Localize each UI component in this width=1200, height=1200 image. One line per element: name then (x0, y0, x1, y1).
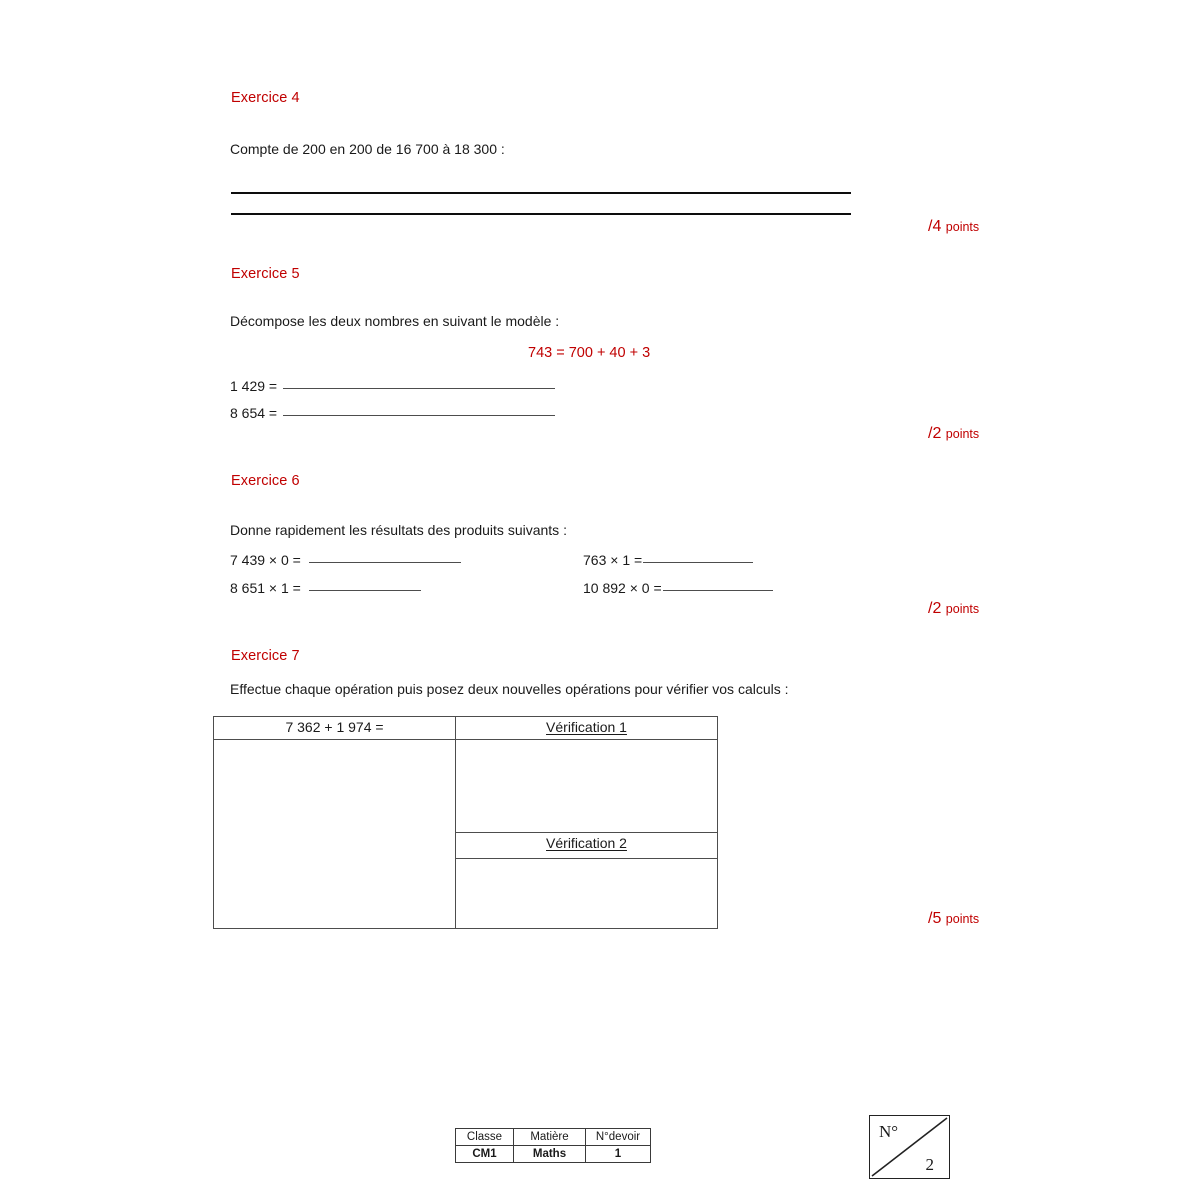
footer-info-value-row (456, 1146, 651, 1163)
footer-info-table (455, 1128, 651, 1163)
footer-info-header-row (456, 1129, 651, 1146)
exercise-7-points-score: /5 (928, 910, 942, 927)
verification-2-header-label: Vérification 2 (546, 835, 627, 852)
verification-2-header-cell (456, 833, 718, 859)
table-row (214, 717, 718, 740)
exercise-6-prompt: Donne rapidement les résultats des produits suivants : (230, 522, 567, 538)
exercise-5-row-2-blank[interactable] (283, 415, 555, 416)
footer-value-classe: CM1 (456, 1146, 514, 1163)
footer-value-matiere: Maths (514, 1146, 586, 1163)
exercise-6-left-row-2-label: 8 651 × 1 = (230, 580, 301, 596)
exercise-6-right-row-1-label: 763 × 1 = (583, 552, 643, 568)
verification-1-header-label: Vérification 1 (546, 719, 627, 735)
table-row (214, 740, 718, 833)
operation-work-area[interactable] (214, 740, 456, 929)
verification-1-header-cell (456, 717, 718, 740)
exercise-4-prompt: Compte de 200 en 200 de 16 700 à 18 300 : (230, 141, 505, 157)
exercise-6-left-row-2 (230, 580, 421, 596)
exercise-7-operations-table (213, 716, 718, 929)
exercise-6-left-row-1-blank[interactable] (309, 562, 461, 563)
exercise-5-row-1 (230, 378, 555, 394)
verification-2-work-area[interactable] (456, 858, 718, 928)
exercise-5-row-1-blank[interactable] (283, 388, 555, 389)
footer-header-classe: Classe (456, 1129, 514, 1146)
exercise-5-points-unit: points (945, 427, 980, 441)
exercise-6-right-row-2-label: 10 892 × 0 = (583, 580, 662, 596)
exercise-5-points (928, 425, 979, 443)
exercise-6-points-score: /2 (928, 600, 942, 617)
exercise-6-points (928, 600, 979, 618)
footer-header-numero-devoir: N°devoir (586, 1129, 651, 1146)
exercise-5-prompt: Décompose les deux nombres en suivant le modèle : (230, 313, 560, 329)
exercise-4-points (928, 218, 979, 236)
exercise-5-row-2-label: 8 654 = (230, 405, 278, 421)
verification-1-work-area[interactable] (456, 740, 718, 833)
exercise-7-points (928, 910, 979, 928)
exercise-6-left-row-1-label: 7 439 × 0 = (230, 552, 301, 568)
exercise-4-answer-rule-2[interactable] (231, 213, 851, 215)
exercise-4-answer-rule-1[interactable] (231, 192, 851, 194)
exercise-5-points-score: /2 (928, 425, 942, 442)
exercise-6-title: Exercice 6 (231, 473, 300, 489)
exercise-6-left-row-2-blank[interactable] (309, 590, 421, 591)
exercise-6-right-row-1 (583, 552, 753, 568)
footer-value-numero-devoir: 1 (586, 1146, 651, 1163)
exercise-4-title: Exercice 4 (231, 90, 300, 106)
exercise-5-row-2 (230, 405, 555, 421)
operation-header-cell: 7 362 + 1 974 = (214, 717, 456, 740)
exercise-7-prompt: Effectue chaque opération puis posez deux nouvelles opérations pour vérifier vos calculs : (230, 681, 789, 697)
exercise-4-points-unit: points (945, 220, 980, 234)
exercise-5-row-1-label: 1 429 = (230, 378, 278, 394)
exercise-4-points-score: /4 (928, 218, 942, 235)
exercise-7-points-unit: points (945, 912, 980, 926)
exercise-7-title: Exercice 7 (231, 648, 300, 664)
exercise-6-left-row-1 (230, 552, 461, 568)
exercise-6-points-unit: points (945, 602, 980, 616)
footer-header-matiere: Matière (514, 1129, 586, 1146)
exercise-5-model-equation: 743 = 700 + 40 + 3 (528, 345, 651, 361)
exercise-5-title: Exercice 5 (231, 266, 300, 282)
page-number-value: 2 (925, 1155, 934, 1174)
exercise-6-right-row-1-blank[interactable] (643, 562, 753, 563)
page-number-box (869, 1115, 950, 1179)
exercise-6-right-row-2-blank[interactable] (663, 590, 773, 591)
exercise-6-right-row-2 (583, 580, 773, 596)
page-number-label: N° (879, 1122, 899, 1141)
